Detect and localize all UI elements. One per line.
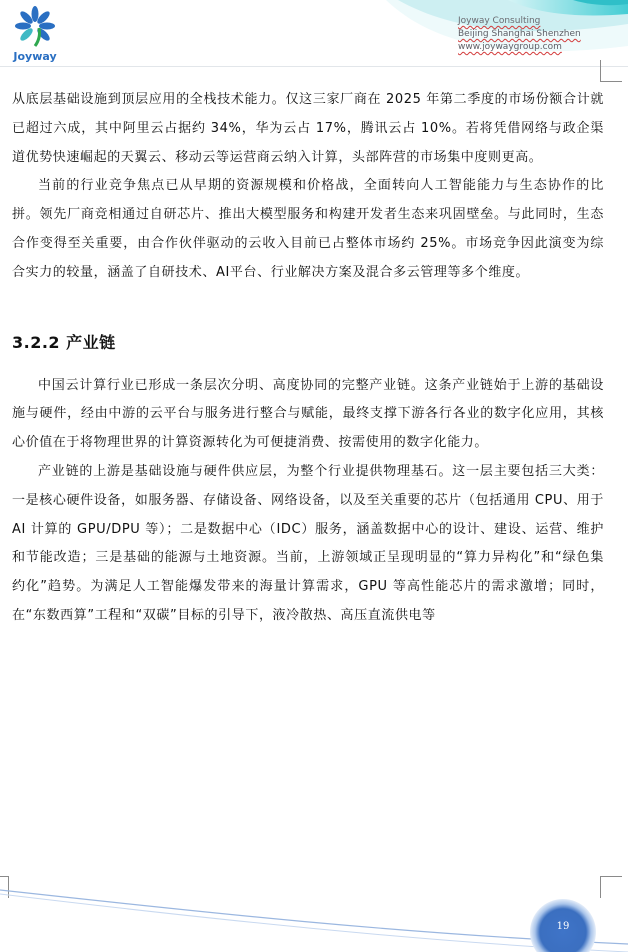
- company-cities-text: Beijing Shanghai Shenzhen: [458, 29, 581, 39]
- company-cities: [458, 28, 581, 41]
- company-website[interactable]: [458, 41, 581, 54]
- header-divider: [0, 66, 628, 67]
- heading-spacer: [12, 356, 604, 372]
- section-spacer: [12, 288, 604, 330]
- paragraph-market-share: 从底层基础设施到顶层应用的全栈技术能力。仅这三家厂商在 2025 年第二季度的市场份额合计就已超过六成，其中阿里云占据约 34%，华为云占 17%，腾讯云占 10%。若将凭借网络与政企渠道优势快速崛起的天翼云、移动云等运营商云纳入计算，头部阵营的市场集中度则更高。: [12, 92, 604, 165]
- company-name: [458, 15, 581, 28]
- crop-mark-top-right-h: [600, 81, 622, 82]
- page-number: 19: [556, 921, 570, 932]
- page-body: [12, 86, 604, 631]
- logo-text: Joyway: [13, 50, 57, 63]
- section-heading: 3.2.2 产业链: [12, 332, 116, 352]
- paragraph-industry-chain: 中国云计算行业已形成一条层次分明、高度协同的完整产业链。这条产业链始于上游的基础设施与硬件，经由中游的云平台与服务进行整合与赋能，最终支撑下游各行各业的数字化应用，其核心价值在于将物理世界的计算资源转化为可便捷消费、按需使用的数字化能力。: [12, 377, 604, 451]
- company-logo: [10, 6, 60, 64]
- company-info: [458, 15, 581, 54]
- company-name-text: Joyway Consulting: [458, 16, 541, 26]
- logo-flower-icon: [15, 6, 55, 48]
- paragraph-upstream: 产业链的上游是基础设施与硬件供应层，为整个行业提供物理基石。这一层主要包括三大类：一是核心硬件设备，如服务器、存储设备、网络设备，以及至关重要的芯片（包括通用 CPU、用于 AI 计算的 GPU/DPU 等）；二是数据中心（IDC）服务，涵盖数据中心的设计、建设、运营、维护和节能改造；三是基础的能源与土地资源。当前，上游领域正呈现明显的“算力异构化”和“绿色集约化”趋势。为满足人工智能爆发带来的海量计算需求，GPU 等高性能芯片的需求激增；同时，在“东数西算”工程和“双碳”目标的引导下，液冷散热、高压直流供电等: [12, 463, 604, 623]
- paragraph-competition: 当前的行业竞争焦点已从早期的资源规模和价格战，全面转向人工智能能力与生态协作的比拼。领先厂商竞相通过自研芯片、推出大模型服务和构建开发者生态来巩固壁垒。与此同时，生态合作变得至关重要，由合作伙伴驱动的云收入目前已占整体市场约 25%。市场竞争因此演变为综合实力的较量，涵盖了自研技术、AI平台、行业解决方案及混合多云管理等多个维度。: [12, 178, 604, 280]
- company-website-text[interactable]: www.joywaygroup.com: [458, 42, 562, 52]
- footer-decoration: [0, 872, 628, 952]
- crop-mark-top-right-v: [600, 60, 601, 82]
